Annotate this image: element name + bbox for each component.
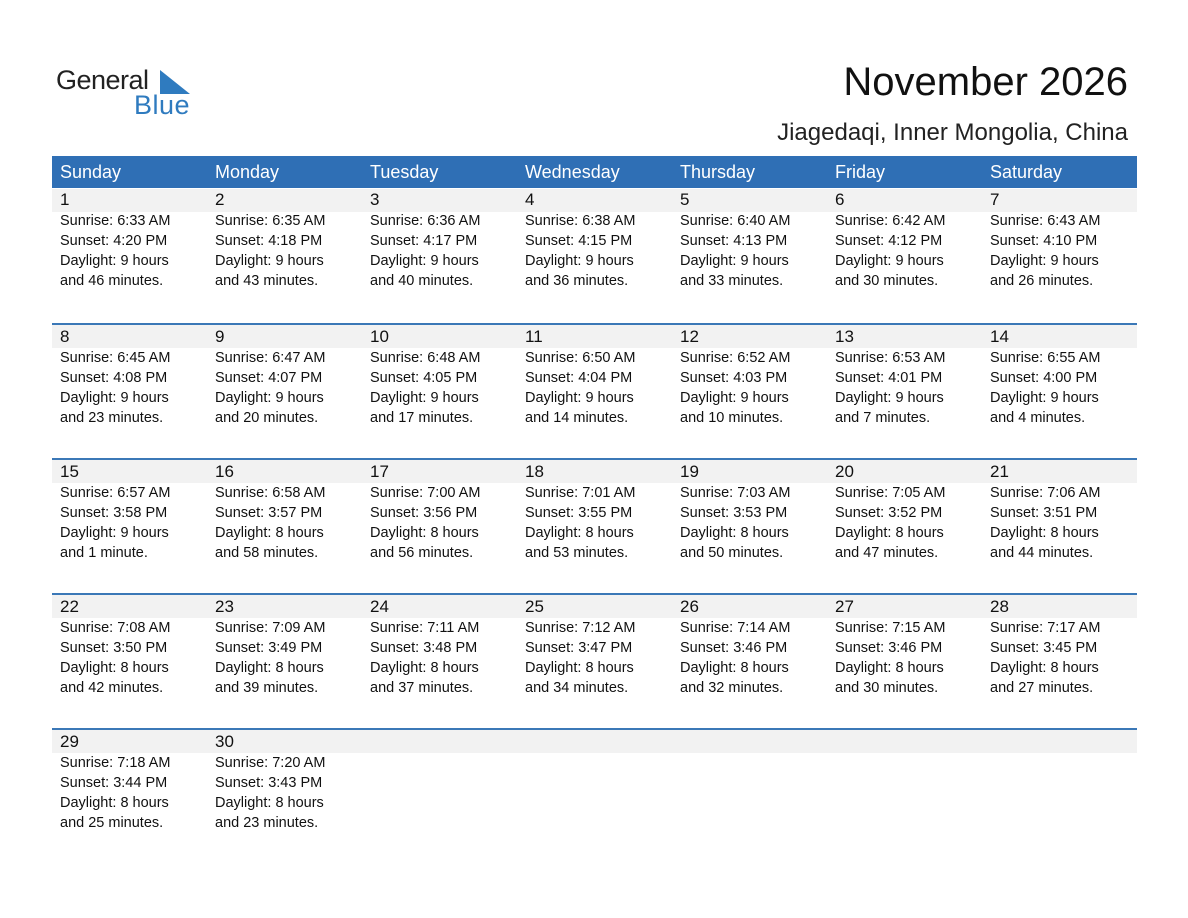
day-cell [362,188,517,291]
day-number: 6 [835,190,845,209]
day-cell [362,460,517,563]
daylight-hours-text: Daylight: 8 hours [990,660,1099,676]
sunrise-text: Sunrise: 6:36 AM [370,213,481,229]
daylight-hours-text: Daylight: 8 hours [990,525,1099,541]
day-cell [517,730,672,833]
logo [56,62,216,122]
daylight-hours-text: Daylight: 8 hours [370,660,479,676]
daylight-minutes-text: and 32 minutes. [680,680,784,696]
day-number: 12 [680,327,699,346]
sunrise-text: Sunrise: 7:05 AM [835,485,946,501]
day-cell [827,188,982,291]
daylight-hours-text: Daylight: 9 hours [215,390,324,406]
calendar [52,156,1137,863]
day-cell [827,460,982,563]
weekday-saturday: Saturday [990,162,1063,182]
week-days [52,188,1137,291]
daylight-minutes-text: and 20 minutes. [215,410,319,426]
weekday-wednesday: Wednesday [525,162,620,182]
sunrise-text: Sunrise: 7:14 AM [680,620,791,636]
daylight-hours-text: Daylight: 9 hours [525,253,634,269]
sunrise-text: Sunrise: 6:42 AM [835,213,946,229]
daylight-minutes-text: and 33 minutes. [680,273,784,289]
day-number: 4 [525,190,535,209]
week-days [52,595,1137,698]
daylight-hours-text: Daylight: 9 hours [60,525,169,541]
day-number: 3 [370,190,380,209]
day-cell [207,595,362,698]
day-number: 5 [680,190,690,209]
daylight-hours-text: Daylight: 9 hours [835,253,944,269]
day-cell [672,188,827,291]
sunrise-text: Sunrise: 6:53 AM [835,350,946,366]
day-number: 19 [680,462,699,481]
daylight-hours-text: Daylight: 8 hours [60,660,169,676]
day-number: 17 [370,462,389,481]
daylight-minutes-text: and 58 minutes. [215,545,319,561]
daylight-minutes-text: and 40 minutes. [370,273,474,289]
sunrise-text: Sunrise: 6:45 AM [60,350,171,366]
calendar-week [52,188,1137,323]
sunset-text: Sunset: 3:47 PM [525,640,633,656]
daylight-hours-text: Daylight: 8 hours [525,525,634,541]
sunrise-text: Sunrise: 7:20 AM [215,755,326,771]
daylight-hours-text: Daylight: 8 hours [835,525,944,541]
daylight-minutes-text: and 30 minutes. [835,273,939,289]
sunrise-text: Sunrise: 7:03 AM [680,485,791,501]
day-cell [362,730,517,833]
daylight-minutes-text: and 7 minutes. [835,410,931,426]
sunset-text: Sunset: 4:10 PM [990,233,1098,249]
daylight-hours-text: Daylight: 9 hours [370,390,479,406]
day-number: 10 [370,327,389,346]
sunset-text: Sunset: 3:46 PM [835,640,943,656]
daylight-hours-text: Daylight: 8 hours [835,660,944,676]
daylight-minutes-text: and 56 minutes. [370,545,474,561]
sunset-text: Sunset: 4:08 PM [60,370,168,386]
daylight-minutes-text: and 43 minutes. [215,273,319,289]
daylight-minutes-text: and 17 minutes. [370,410,474,426]
sunset-text: Sunset: 3:58 PM [60,505,168,521]
daylight-minutes-text: and 30 minutes. [835,680,939,696]
sunset-text: Sunset: 4:04 PM [525,370,633,386]
daylight-minutes-text: and 34 minutes. [525,680,629,696]
day-number: 30 [215,732,234,751]
day-cell [362,325,517,428]
day-cell [827,325,982,428]
day-number: 14 [990,327,1009,346]
sunrise-text: Sunrise: 7:08 AM [60,620,171,636]
day-cell [982,325,1137,428]
daylight-minutes-text: and 26 minutes. [990,273,1094,289]
sunset-text: Sunset: 3:53 PM [680,505,788,521]
daylight-minutes-text: and 14 minutes. [525,410,629,426]
sunrise-text: Sunrise: 6:52 AM [680,350,791,366]
sunrise-text: Sunrise: 6:35 AM [215,213,326,229]
page-title: November 2026 [843,60,1128,104]
sunrise-text: Sunrise: 7:17 AM [990,620,1101,636]
weekday-friday: Friday [835,162,886,182]
daylight-minutes-text: and 23 minutes. [60,410,164,426]
day-cell [52,188,207,291]
location-subtitle: Jiagedaqi, Inner Mongolia, China [777,119,1128,146]
weekday-header [52,156,1137,188]
sunrise-text: Sunrise: 7:09 AM [215,620,326,636]
sunrise-text: Sunrise: 6:40 AM [680,213,791,229]
calendar-week [52,458,1137,593]
daylight-minutes-text: and 46 minutes. [60,273,164,289]
week-days [52,325,1137,428]
sunset-text: Sunset: 4:01 PM [835,370,943,386]
sunset-text: Sunset: 4:12 PM [835,233,943,249]
day-cell [827,730,982,833]
calendar-week [52,593,1137,728]
sunset-text: Sunset: 3:52 PM [835,505,943,521]
daylight-minutes-text: and 4 minutes. [990,410,1086,426]
sunset-text: Sunset: 4:07 PM [215,370,323,386]
sunrise-text: Sunrise: 6:47 AM [215,350,326,366]
day-number: 26 [680,597,699,616]
daylight-hours-text: Daylight: 9 hours [835,390,944,406]
daylight-minutes-text: and 10 minutes. [680,410,784,426]
day-number: 9 [215,327,225,346]
weekday-thursday: Thursday [680,162,756,182]
day-cell [672,595,827,698]
daylight-minutes-text: and 25 minutes. [60,815,164,831]
daylight-minutes-text: and 23 minutes. [215,815,319,831]
sunset-text: Sunset: 3:51 PM [990,505,1098,521]
sunrise-text: Sunrise: 6:58 AM [215,485,326,501]
weekday-tuesday: Tuesday [370,162,439,182]
sunset-text: Sunset: 3:44 PM [60,775,168,791]
daylight-minutes-text: and 37 minutes. [370,680,474,696]
sunset-text: Sunset: 4:05 PM [370,370,478,386]
daylight-hours-text: Daylight: 9 hours [60,253,169,269]
logo-general-text: General [56,65,149,95]
sunrise-text: Sunrise: 7:00 AM [370,485,481,501]
day-number: 13 [835,327,854,346]
day-number [835,730,982,753]
logo-blue-text: Blue [134,90,191,120]
sunrise-text: Sunrise: 7:11 AM [370,620,480,636]
sunset-text: Sunset: 4:00 PM [990,370,1098,386]
day-number: 16 [215,462,234,481]
day-cell [982,730,1137,833]
sunrise-text: Sunrise: 6:43 AM [990,213,1101,229]
sunset-text: Sunset: 3:48 PM [370,640,478,656]
daylight-minutes-text: and 39 minutes. [215,680,319,696]
day-cell [672,730,827,833]
daylight-hours-text: Daylight: 8 hours [370,525,479,541]
calendar-week [52,728,1137,863]
day-number: 8 [60,327,70,346]
day-number [990,730,1137,753]
day-number: 27 [835,597,854,616]
daylight-minutes-text: and 53 minutes. [525,545,629,561]
day-number: 25 [525,597,544,616]
sunrise-text: Sunrise: 6:48 AM [370,350,481,366]
daylight-hours-text: Daylight: 8 hours [680,660,789,676]
day-cell [207,325,362,428]
day-number: 28 [990,597,1009,616]
sunrise-text: Sunrise: 6:55 AM [990,350,1101,366]
sunrise-text: Sunrise: 6:50 AM [525,350,636,366]
daylight-hours-text: Daylight: 8 hours [215,795,324,811]
day-number [370,730,517,753]
day-number: 23 [215,597,234,616]
sunset-text: Sunset: 3:56 PM [370,505,478,521]
daylight-hours-text: Daylight: 9 hours [990,253,1099,269]
weekday-sunday: Sunday [60,162,122,182]
day-cell [672,460,827,563]
day-number: 18 [525,462,544,481]
day-cell [517,188,672,291]
daylight-minutes-text: and 42 minutes. [60,680,164,696]
sunrise-text: Sunrise: 7:06 AM [990,485,1101,501]
day-cell [827,595,982,698]
daylight-minutes-text: and 50 minutes. [680,545,784,561]
weekday-monday: Monday [215,162,280,182]
sunrise-text: Sunrise: 6:33 AM [60,213,171,229]
day-number: 15 [60,462,79,481]
sunrise-text: Sunrise: 7:12 AM [525,620,636,636]
sunset-text: Sunset: 3:46 PM [680,640,788,656]
daylight-hours-text: Daylight: 8 hours [525,660,634,676]
day-cell [207,460,362,563]
daylight-hours-text: Daylight: 9 hours [680,253,789,269]
day-cell [982,595,1137,698]
sunset-text: Sunset: 4:03 PM [680,370,788,386]
day-cell [52,325,207,428]
day-cell [982,460,1137,563]
sunset-text: Sunset: 3:57 PM [215,505,323,521]
daylight-hours-text: Daylight: 9 hours [525,390,634,406]
sunrise-text: Sunrise: 7:15 AM [835,620,946,636]
day-cell [982,188,1137,291]
sunrise-text: Sunrise: 7:01 AM [525,485,636,501]
daylight-hours-text: Daylight: 9 hours [990,390,1099,406]
day-cell [52,460,207,563]
day-cell [517,595,672,698]
daylight-hours-text: Daylight: 9 hours [60,390,169,406]
daylight-hours-text: Daylight: 9 hours [680,390,789,406]
sunset-text: Sunset: 3:55 PM [525,505,633,521]
daylight-hours-text: Daylight: 8 hours [215,525,324,541]
daylight-minutes-text: and 47 minutes. [835,545,939,561]
day-cell [207,188,362,291]
sunrise-text: Sunrise: 7:18 AM [60,755,171,771]
calendar-weeks [52,188,1137,863]
week-days [52,730,1137,833]
daylight-hours-text: Daylight: 9 hours [370,253,479,269]
daylight-hours-text: Daylight: 8 hours [215,660,324,676]
daylight-hours-text: Daylight: 8 hours [680,525,789,541]
day-cell [52,730,207,833]
sunset-text: Sunset: 4:13 PM [680,233,788,249]
sunset-text: Sunset: 4:20 PM [60,233,168,249]
day-cell [207,730,362,833]
daylight-minutes-text: and 44 minutes. [990,545,1094,561]
sunrise-text: Sunrise: 6:57 AM [60,485,171,501]
sunset-text: Sunset: 3:49 PM [215,640,323,656]
day-number: 20 [835,462,854,481]
day-number: 2 [215,190,225,209]
week-days [52,460,1137,563]
sunrise-text: Sunrise: 6:38 AM [525,213,636,229]
day-number: 21 [990,462,1009,481]
sunset-text: Sunset: 4:18 PM [215,233,323,249]
day-number [680,730,827,753]
day-cell [52,595,207,698]
day-number: 29 [60,732,79,751]
day-number [525,730,672,753]
sunset-text: Sunset: 4:17 PM [370,233,478,249]
day-cell [517,325,672,428]
daylight-hours-text: Daylight: 9 hours [215,253,324,269]
sunset-text: Sunset: 3:45 PM [990,640,1098,656]
day-cell [672,325,827,428]
day-number: 22 [60,597,79,616]
sunset-text: Sunset: 4:15 PM [525,233,633,249]
day-number: 11 [525,327,543,346]
day-cell [517,460,672,563]
calendar-week [52,323,1137,458]
daylight-hours-text: Daylight: 8 hours [60,795,169,811]
day-cell [362,595,517,698]
sunset-text: Sunset: 3:43 PM [215,775,323,791]
day-number: 1 [60,190,70,209]
daylight-minutes-text: and 1 minute. [60,545,148,561]
sunset-text: Sunset: 3:50 PM [60,640,168,656]
day-number: 7 [990,190,1000,209]
day-number: 24 [370,597,389,616]
daylight-minutes-text: and 27 minutes. [990,680,1094,696]
daylight-minutes-text: and 36 minutes. [525,273,629,289]
